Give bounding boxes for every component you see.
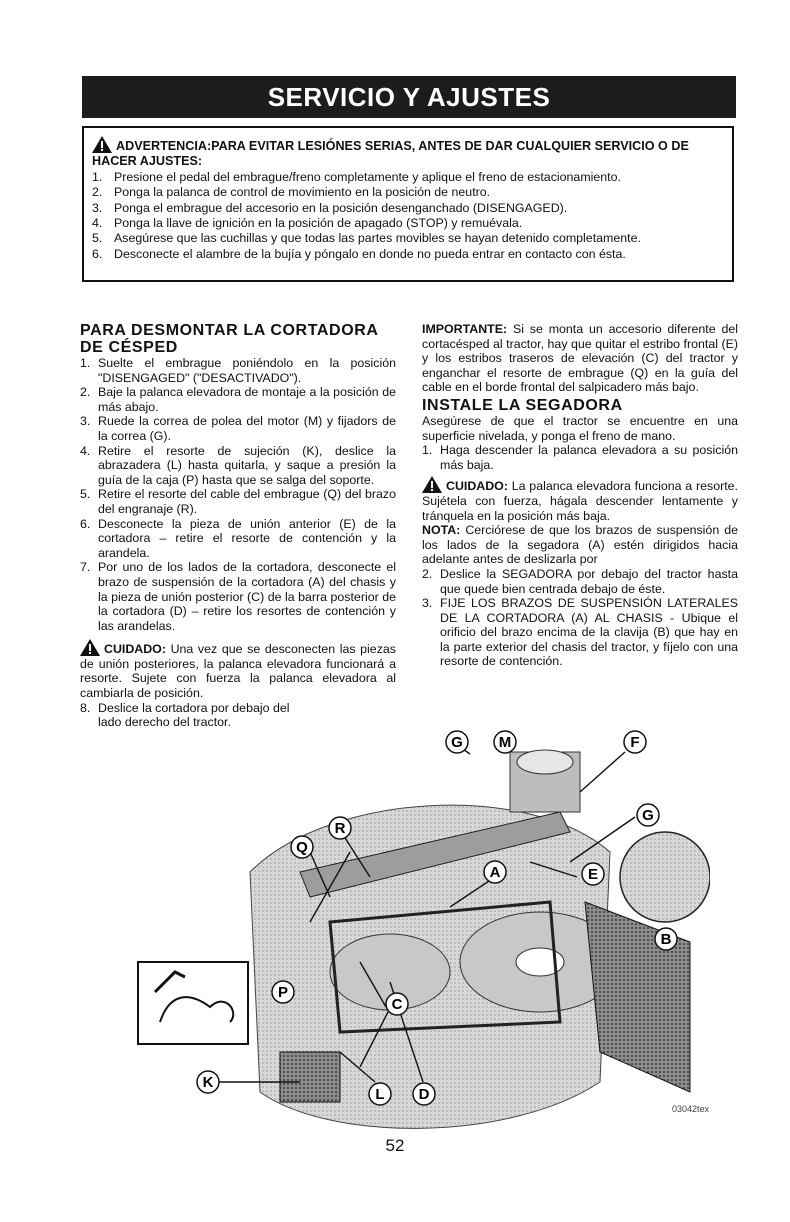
section-title-banner (82, 76, 736, 118)
list-item: 1. Suelte el embrague poniéndolo en la posición "DISENGAGED" ("DESACTIVADO"). (80, 356, 396, 385)
callout-r: R (334, 820, 346, 837)
caution-paragraph: CUIDADO: Una vez que se desconecten las piezas de unión posteriores, la palanca elevadora funcionará a resorte. Sujete con fuerza la palanca elevadora al cambiarla de posición. (80, 639, 396, 700)
list-item: 3. FIJE LOS BRAZOS DE SUSPENSIÓN LATERALES DE LA CORTADORA (A) AL CHASIS - Ubique el orificio del brazo encima de la clavija (B) que hay en la parte exterior del chasis del tractor, y fíjelo con una resorte de contención. (422, 596, 738, 669)
warning-title: ADVERTENCIA:PARA EVITAR LESIÓNES SERIAS, ANTES DE DAR CUALQUIER SERVICIO O DE HACER AJUSTES: (92, 136, 724, 170)
list-item: 8. Deslice la cortadora por debajo del lado derecho del tractor. (80, 700, 290, 730)
install-steps-list-continued (422, 567, 738, 669)
install-steps-list (422, 443, 738, 472)
callout-a: A (489, 864, 501, 881)
warning-box (82, 126, 734, 282)
callout-c: C (391, 996, 403, 1013)
figure-code: 03042tex (672, 1104, 710, 1114)
callout-k: K (202, 1074, 214, 1091)
mower-deck-drawing (138, 750, 710, 1128)
warning-item: 6. Desconecte el alambre de la bujía y póngalo en donde no pueda entrar en contacto con ésta. (92, 246, 626, 261)
warning-list (92, 170, 724, 262)
warning-triangle-icon (80, 639, 100, 656)
warning-item: 1. Presione el pedal del embrague/freno completamente y aplique el freno de estacionamiento. (92, 169, 621, 184)
callout-d: D (418, 1086, 430, 1103)
remove-steps-list (80, 356, 396, 633)
warning-item: 4. Ponga la llave de ignición en la posición de apagado (STOP) y remuévala. (92, 216, 523, 231)
callout-l: L (375, 1086, 385, 1103)
remove-mower-heading: PARA DESMONTAR LA CORTADORA DE CÉSPED (80, 322, 378, 356)
list-item: 2. Baje la palanca elevadora de montaje a la posición de más abajo. (80, 385, 396, 414)
install-mower-heading: INSTALE LA SEGADORA (422, 396, 623, 414)
install-intro: Asegúrese de que el tractor se encuentre en una superficie nivelada, y ponga el freno de mano. (422, 413, 738, 443)
list-item: 2. Deslice la SEGADORA por debajo del tractor hasta que quede bien centrada debajo de éste. (422, 566, 738, 596)
list-item: 7. Por uno de los lados de la cortadora, desconecte el brazo de suspensión de la cortadora (A) del chasis y la pieza de unión posterior (C) de la barra posterior de la cortadora (D) – retire los resortes de contención y las arandelas. (80, 560, 396, 633)
warning-item: 3. Ponga el embrague del accesorio en la posición desenganchado (DISENGAGED). (92, 200, 568, 215)
right-column (422, 322, 738, 669)
callout-m: M (498, 734, 512, 751)
warning-item: 5. Asegúrese que las cuchillas y que todas las partes movibles se hayan detenido completamente. (92, 231, 641, 246)
list-item: 3. Ruede la correa de polea del motor (M) y fijadors de la correa (G). (80, 414, 396, 443)
caution-paragraph: CUIDADO: La palanca elevadora funciona a resorte. Sujétela con fuerza, hágala descender lentamente y tránquela en la posición más baja. (422, 476, 738, 523)
warning-triangle-icon (422, 476, 442, 493)
warning-triangle-icon (92, 136, 112, 153)
page-number: 52 (385, 1136, 405, 1155)
callout-q: Q (296, 839, 308, 856)
callout-f: F (630, 734, 640, 751)
list-item: 6. Desconecte la pieza de unión anterior (E) de la cortadora – retire el resorte de contención y la arandela. (80, 516, 396, 560)
left-column (80, 322, 396, 730)
section-title: SERVICIO Y AJUSTES (267, 82, 551, 112)
note-paragraph: NOTA: Cerciórese de que los brazos de suspensión de los lados de la segadora (A) estén dirigidos hacia adelante antes de deslizarla por (422, 523, 738, 567)
list-item: 1. Haga descender la palanca elevadora a su posición más baja. (422, 443, 738, 472)
important-paragraph: IMPORTANTE: Si se monta un accesorio diferente del cortacésped al tractor, hay que quitar el estribo frontal (E) y los estribos traseros de elevación (C) del tractor y enganchar el resorte de embrague (Q) en la guía del cable en el borde frontal del salpicadero más bajo. (422, 322, 738, 395)
callout-g: G (451, 734, 463, 751)
callout-e: E (587, 866, 599, 883)
callout-p: P (277, 984, 289, 1001)
list-item: 4. Retire el resorte de sujeción (K), deslice la abrazadera (L) hasta quitarla, y saque a presión la guía de la caja (P) hasta que se salga del soporte. (80, 443, 396, 487)
warning-item: 2. Ponga la palanca de control de movimiento en la posición de neutro. (92, 185, 491, 200)
callout-g: G (642, 807, 654, 824)
mower-deck-illustration (130, 722, 710, 1132)
list-item: 5. Retire el resorte del cable del embrague (Q) del brazo del engranaje (R). (80, 487, 396, 516)
callout-b: B (660, 931, 672, 948)
